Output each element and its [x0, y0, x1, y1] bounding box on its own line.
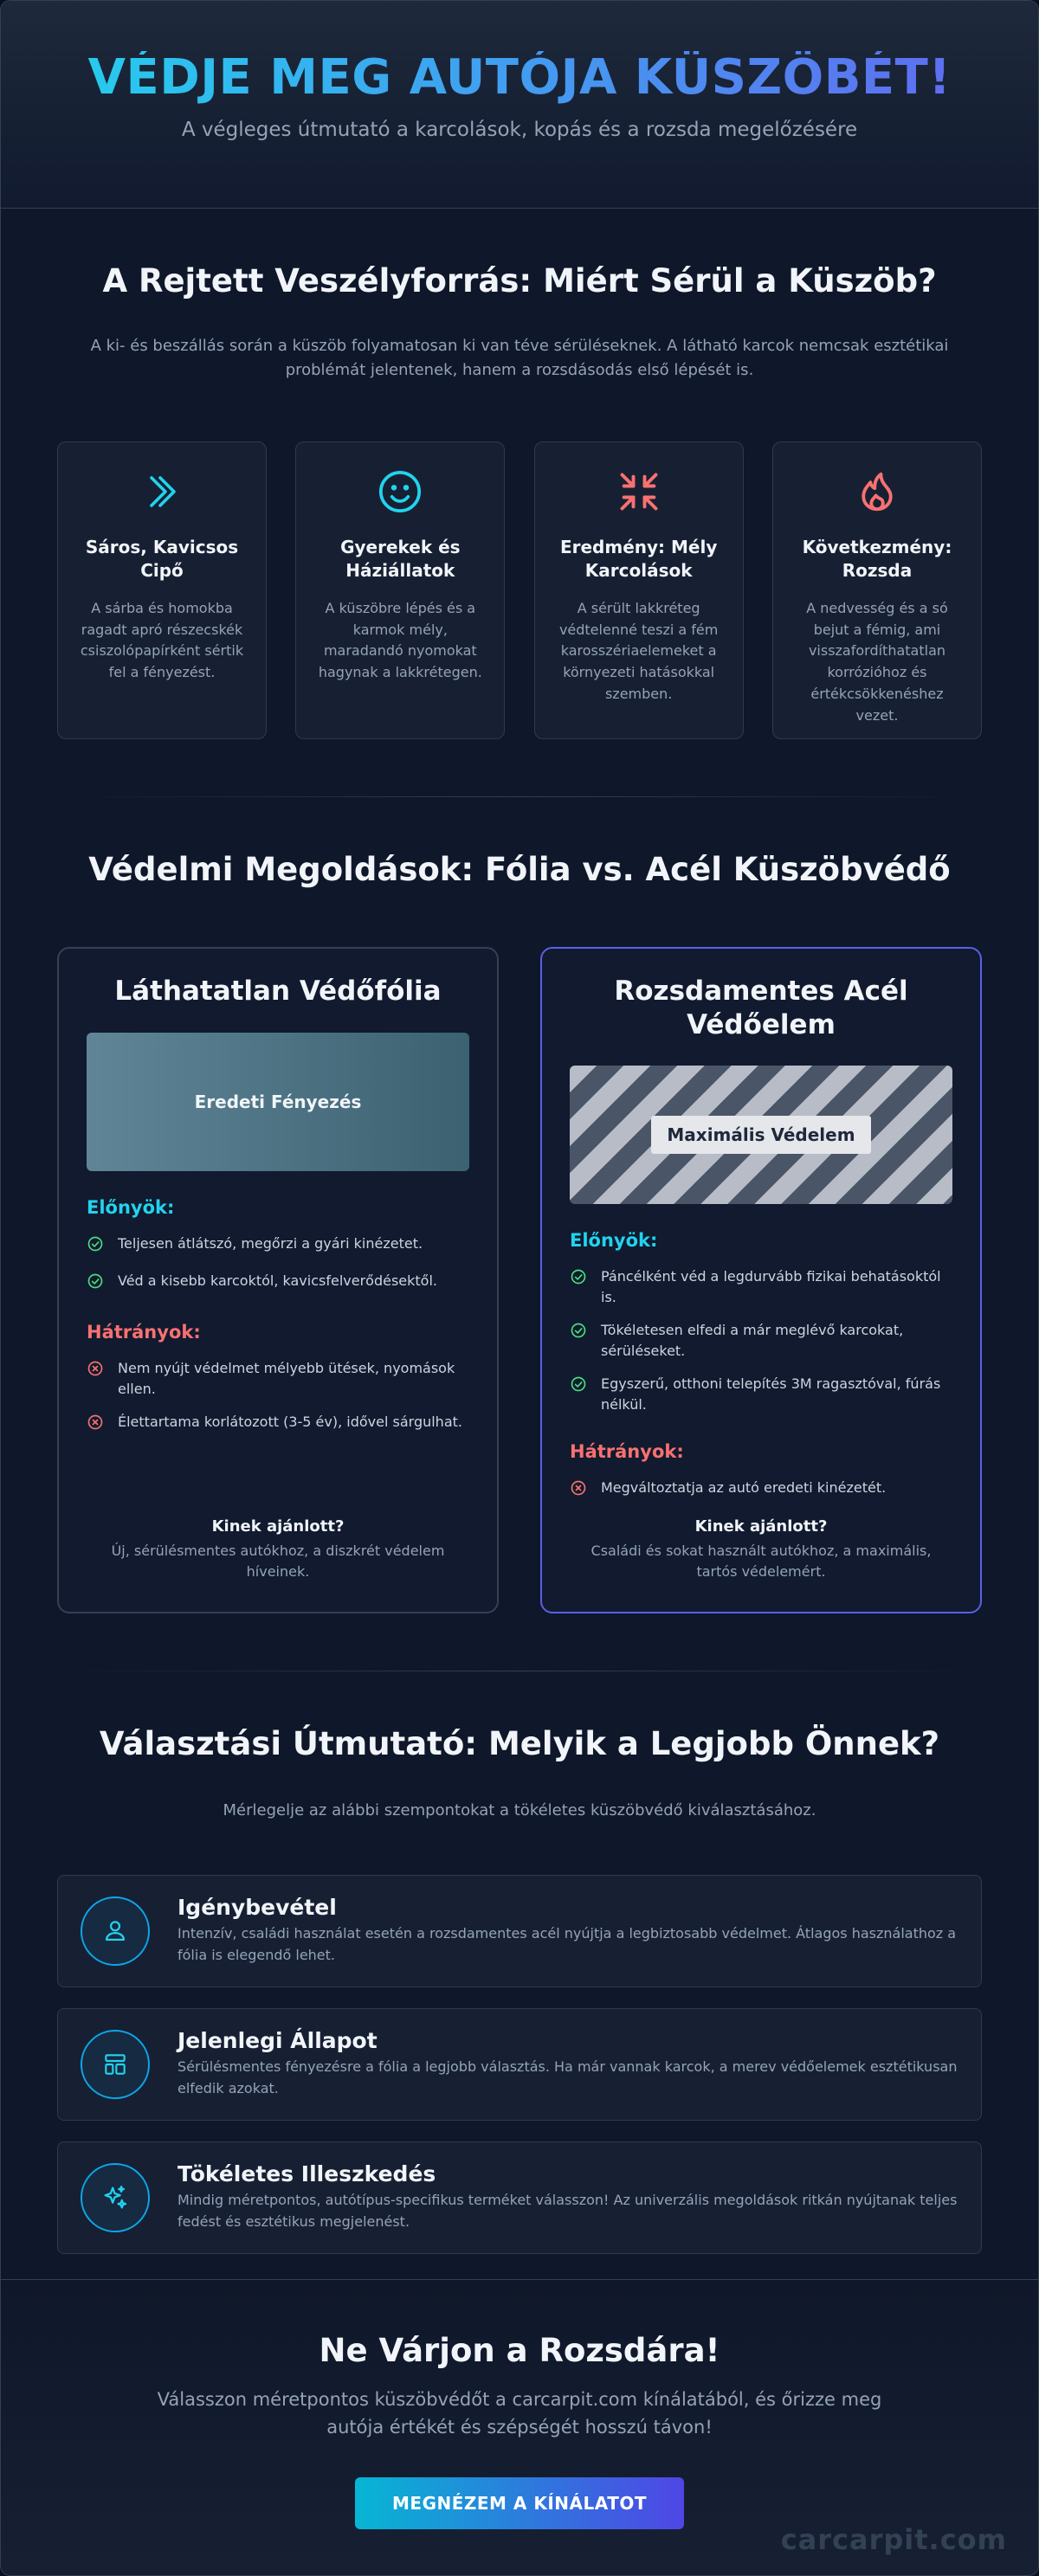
users-icon: [81, 1897, 150, 1966]
film-recommendation: [87, 1517, 469, 1582]
compare-cards: [57, 947, 982, 1613]
check-circle-icon: [87, 1271, 106, 1296]
guide-item-body: [177, 1895, 958, 1967]
guide-item-title: Igénybevétel: [177, 1895, 337, 1921]
list-item: [87, 1412, 469, 1437]
guide-item-body: [177, 2161, 958, 2233]
guide-title: Választási Útmutató: Melyik a Legjobb Önnek?: [99, 1724, 940, 1762]
hero-title: VÉDJE MEG AUTÓJA KÜSZÖBÉT!: [1, 51, 1038, 105]
problem-title: A Rejtett Veszélyforrás: Miért Sérül a Küszöb?: [102, 262, 937, 299]
film-cons-heading: Hátrányok:: [87, 1321, 201, 1343]
guide-text: Mérlegelje az alábbi szempontokat a tökéletes küszöbvédő kiválasztásához.: [223, 1800, 816, 1819]
cause-card-rust: [772, 441, 982, 739]
list-item-text: Élettartama korlátozott (3-5 év), idővel sárgulhat.: [118, 1413, 462, 1430]
hero-header: [1, 1, 1038, 209]
recommendation-heading: Kinek ajánlott?: [694, 1517, 828, 1536]
x-circle-icon: [87, 1412, 106, 1437]
guide-item-text: Sérülésmentes fényezésre a fólia a legjobb választás. Ha már vannak karcok, a merev védőelemek esztétikusan elfedik azokat.: [177, 2058, 958, 2097]
steel-pros-list: [570, 1266, 952, 1415]
cause-cards: [57, 441, 982, 739]
cause-card-title: Sáros, Kavicsos Cipő: [85, 536, 239, 581]
list-item: [570, 1478, 952, 1503]
steel-swatch-label: Maximális Védelem: [651, 1116, 870, 1154]
film-pros-heading: Előnyök:: [87, 1196, 175, 1218]
smiley-icon: [315, 467, 485, 517]
cause-card-title: Következmény: Rozsda: [802, 536, 952, 581]
list-item-text: Tökéletesen elfedi a már meglévő karcokat, sérüléseket.: [601, 1322, 904, 1360]
steel-card: [540, 947, 982, 1613]
guide-item-fit: [57, 2141, 982, 2254]
cta-section: [1, 2279, 1038, 2575]
recommendation-text: Új, sérülésmentes autókhoz, a diszkrét védelem híveinek.: [111, 1542, 445, 1580]
guide-item-text: Mindig méretpontos, autótípus-specifikus terméket válasszon! Az univerzális megoldások ritkán nyújtanak teljes fedést és esztétikus megjelenést.: [177, 2192, 958, 2231]
cause-card-text: A küszöbre lépés és a karmok mély, maradandó nyomokat hagynak a lakkrétegen.: [318, 599, 482, 681]
guide-item-title: Jelenlegi Állapot: [177, 2028, 378, 2054]
recommendation-heading: Kinek ajánlott?: [211, 1517, 345, 1536]
guide-item-title: Tökéletes Illeszkedés: [177, 2161, 436, 2187]
compare-section: [1, 797, 1038, 1613]
film-swatch: [87, 1033, 469, 1171]
check-circle-icon: [570, 1266, 589, 1291]
guide-item-usage: [57, 1875, 982, 1987]
guide-list: [1, 1875, 1038, 2254]
list-item: [87, 1358, 469, 1400]
list-item-text: Nem nyújt védelmet mélyebb ütések, nyomások ellen.: [118, 1359, 455, 1397]
steel-swatch: [570, 1066, 952, 1204]
guide-item-condition: [57, 2008, 982, 2121]
check-circle-icon: [570, 1320, 589, 1345]
check-circle-icon: [87, 1233, 106, 1259]
recommendation-text: Családi és sokat használt autókhoz, a maximális, tartós védelemért.: [590, 1542, 932, 1580]
film-swatch-label: Eredeti Fényezés: [194, 1091, 362, 1112]
brand-watermark: carcarpit.com: [780, 2523, 1007, 2556]
guide-item-body: [177, 2028, 958, 2100]
sparkles-icon: [81, 2163, 150, 2232]
flame-icon: [792, 467, 962, 517]
compare-title: Védelmi Megoldások: Fólia vs. Acél Küszöbvédő: [88, 850, 951, 888]
list-item-text: Véd a kisebb karcoktól, kavicsfelverődésektől.: [118, 1272, 437, 1289]
cause-card-scratches: [534, 441, 744, 739]
film-title: Láthatatlan Védőfólia: [114, 975, 442, 1007]
layout-icon: [81, 2030, 150, 2099]
list-item-text: Megváltoztatja az autó eredeti kinézetét.: [601, 1479, 887, 1497]
x-circle-icon: [570, 1478, 589, 1503]
list-item: [570, 1374, 952, 1415]
problem-text: A ki- és beszállás során a küszöb folyamatosan ki van téve sérüléseknek. A látható karcok nemcsak esztétikai problémát jelentenek, hanem a rozsdásodás első lépését is.: [90, 337, 949, 379]
steel-cons-heading: Hátrányok:: [570, 1441, 684, 1463]
steel-cons-list: [570, 1478, 952, 1503]
cause-card-text: A nedvesség és a só bejut a fémig, ami visszafordíthatatlan korrózióhoz és értékcsökkenéshez vezet.: [806, 599, 948, 724]
cause-card-title: Eredmény: Mély Karcolások: [559, 536, 718, 581]
chevrons-right-icon: [77, 467, 247, 517]
problem-section: [1, 209, 1038, 739]
cause-card-text: A sérült lakkréteg védtelenné teszi a fém karosszériaelemeket a környezeti hatásokkal szemben.: [558, 599, 719, 702]
cta-title: Ne Várjon a Rozsdára!: [319, 2332, 720, 2369]
list-item: [570, 1320, 952, 1362]
list-item-text: Egyszerű, otthoni telepítés 3M ragasztóval, fúrás nélkül.: [601, 1375, 941, 1414]
list-item-text: Páncélként véd a legdurvább fizikai behatásoktól is.: [601, 1268, 941, 1306]
list-item-text: Teljesen átlátszó, megőrzi a gyári kinézetet.: [118, 1234, 423, 1252]
list-item: [87, 1233, 469, 1259]
steel-recommendation: [570, 1517, 952, 1582]
film-pros-list: [87, 1233, 469, 1296]
steel-title: Rozsdamentes Acél Védőelem: [614, 975, 908, 1040]
guide-section: [1, 1671, 1038, 2254]
list-item: [87, 1271, 469, 1296]
steel-pros-heading: Előnyök:: [570, 1230, 658, 1252]
cause-card-title: Gyerekek és Háziállatok: [340, 536, 461, 581]
film-card: [57, 947, 499, 1613]
list-item: [570, 1266, 952, 1308]
view-offer-button[interactable]: MEGNÉZEM A KÍNÁLATOT: [355, 2477, 684, 2529]
hero-subtitle: A végleges útmutató a karcolások, kopás és a rozsda megelőzésére: [181, 118, 858, 141]
check-circle-icon: [570, 1374, 589, 1399]
film-cons-list: [87, 1358, 469, 1437]
shrink-arrows-icon: [554, 467, 724, 517]
cause-card-shoes: [57, 441, 267, 739]
cause-card-text: A sárba és homokba ragadt apró részecskék csiszolópapírként sértik fel a fényezést.: [80, 599, 244, 681]
cause-card-kids-pets: [295, 441, 505, 739]
cta-text: Válasszon méretpontos küszöbvédőt a carcarpit.com kínálatából, és őrizze meg autója értékét és szépségét hosszú távon!: [157, 2389, 882, 2438]
x-circle-icon: [87, 1358, 106, 1383]
guide-item-text: Intenzív, családi használat esetén a rozsdamentes acél nyújtja a legbiztosabb védelmet. Átlagos használathoz a fólia is elegendő lehet.: [177, 1925, 957, 1964]
